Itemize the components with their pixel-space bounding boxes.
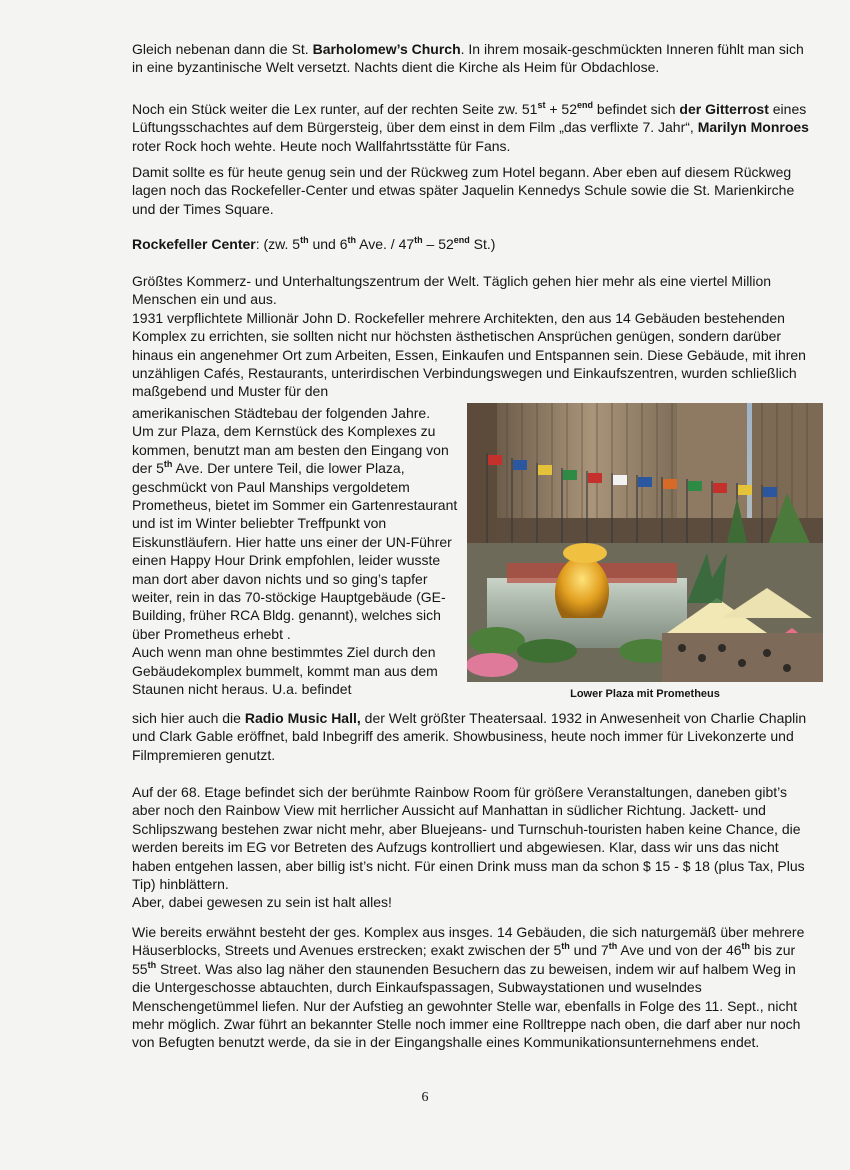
superscript: th [561,941,570,952]
text: . In ihrem mosaik-geschmückten Inneren fühlt man sich in eine byzantinische Welt versetzt. Nachts dient die Kirche als Heim für Obdachlose. [132,41,804,76]
superscript: th [414,235,423,245]
paragraph-complex [132,923,812,1052]
text: St.) [469,236,496,252]
text: sich hier auch die [132,710,245,726]
text: der Welt größter Theatersaal. 1932 in Anwesenheit von Charlie Chaplin und Clark Gable eröffnet, bald Inbegriff des amerik. Showbusiness, heute noch immer für Livekonzerte und Filmpremieren genutzt. [132,710,807,763]
text: und 6 [308,236,348,252]
text: Auf der 68. Etage befindet sich der berühmte Rainbow Room für größere Veranstaltungen, daneben gibt’s aber noch den Rainbow View mit herrlicher Aussicht auf Manhattan in südlicher Richtung. Jackett- und Schlipszwang bestehen zwar nicht mehr, aber Bluejeans- und Turnschuh-touristen haben keine Chance, die werden bereits im EG vor Betreten des Aufzugs kontrolliert und abgewiesen. Klar, dass wir uns das nicht haben entgehen lassen, aber billig ist’s nicht. Für einen Drink muss man da schon $ 15 - $ 18 (plus Tax, Plus Tip) hinblättern. [132,784,805,893]
heading-title: Rockefeller Center [132,236,256,252]
superscript: th [347,235,357,245]
paragraph-rainbow-room [132,783,812,912]
superscript: end [453,235,470,245]
superscript: th [608,941,618,952]
text: Gleich nebenan dann die St. [132,41,313,57]
text: eines Lüftungsschachtes auf dem Bürgersteig, über dem einst in dem Film „das verflixte 7. Jahr“, [132,101,807,136]
bold-text: Radio Music Hall, [244,710,361,726]
paragraph-rueckweg: Damit sollte es für heute genug sein und der Rückweg zum Hotel begann. Aber eben auf diesem Rückweg lagen noch das Rockefeller-Center und etwas später Jaquelin Kennedys Schule sowie die St. Marienkirche und der Times Square. [132,164,795,217]
text: Noch ein Stück weiter die Lex runter, auf der rechten Seite zw. 51 [132,101,538,117]
text: roter Rock hoch wehte. Heute noch Wallfahrtsstätte für Fans. [132,137,511,154]
text: + 52 [545,101,577,117]
paragraph-rockefeller-intro [132,272,812,401]
text: Um zur Plaza, dem Kernstück des Komplexes zu kommen, benutzt man am besten den Eingang von der 5 [132,423,449,477]
text: und 7 [569,942,609,959]
superscript: th [741,941,751,952]
photo-caption: Lower Plaza mit Prometheus [570,688,720,700]
superscript: st [537,100,546,110]
text: Auch wenn man ohne bestimmtes Ziel durch den Gebäudekomplex bummelt, kommt man aus dem Staunen nicht heraus. U.a. befindet [132,644,438,698]
bold-text: der Gitterrost [679,101,769,117]
text: 1931 verpflichtete Millionär John D. Rockefeller mehrere Architekten, den aus 14 Gebäuden bestehenden Komplex zu errichten, sie sollten nicht nur höchsten ästhetischen Ansprüchen genügen, sondern darüber hinaus ein angenehmer Ort zum Arbeiten, Essen, Einkaufen und Entspannen sein. Diese Gebäude, mit ihren unzähligen Cafés, Restaurants, unterirdischen Verbindungswegen und Einkaufszentren, wurden schließlich maßgebend und Muster für den [132,309,806,400]
paragraph-st-bartholomew [132,40,812,77]
paragraph-plaza [132,404,467,699]
section-heading-rockefeller [132,235,812,253]
superscript: th [163,459,173,470]
text: Ave. Der untere Teil, die lower Plaza, geschmückt von Paul Manships vergoldetem Prometheus, bietet im Sommer ein Gartenrestaurant und ist im Winter beliebter Treffpunkt von Eiskunstläufern. Hier hatte uns einer der UN-Führer einen Happy Hour Drink empfohlen, leider wusste man dort aber davon nichts und so ging’s tapfer weiter, rein in das 70-stöckige Hauptgebäude (GE-Building, früher RCA Bldg. genannt), welches sich über Prometheus erhebt . [132,460,458,642]
church-name: Barholomew’s Church [312,41,461,57]
text: Größtes Kommerz- und Unterhaltungszentrum der Welt. Täglich gehen hier mehr als eine viertel Million Menschen ein und aus. [132,273,772,308]
text: befindet sich [593,101,680,117]
superscript: end [577,100,594,110]
paragraph-radio-music-hall [132,709,812,764]
text: Street. Was also lag näher den staunenden Besuchern das zu beweisen, indem wir auf halbem Weg in die Untergeschosse abtauchten, durch Einkaufspassagen, Subwaystationen und wuselndes Menschengetümmel liefen. Nur der Aufstieg an gewohnter Stelle war, ebenfalls in Folge des 11. Sept., nicht mehr möglich. Zwar führt an bekannter Stelle noch immer eine Rolltreppe nach oben, die darf aber nur noch von Befugten benutzt werde, da sie in der Eingangshalle eines Kommunikationsunternehmens endet. [132,960,801,1051]
paragraph-gitterrost [132,100,812,155]
bold-text: Marilyn Monroes [697,119,809,136]
prometheus-plaza-image [467,403,823,682]
text: – 52 [422,236,454,252]
text: Aber, dabei gewesen zu sein ist halt alles! [132,894,392,911]
text-block [132,422,467,643]
text: bis zur 55 [132,942,796,977]
superscript: th [300,235,309,245]
lower-plaza-photo [467,403,823,682]
text: amerikanischen Städtebau der folgenden Jahre. [132,405,431,421]
text: Ave und von der 46 [617,942,742,959]
text: Ave. / 47 [356,236,415,252]
superscript: th [147,959,157,970]
page-number: 6 [421,1090,429,1105]
text: Wie bereits erwähnt besteht der ges. Komplex aus insges. 14 Gebäuden, die sich naturgemäß über mehrere Häuserblocks, Streets und Avenues erstrecken; exakt zwischen der 5 [132,924,805,959]
text: : (zw. 5 [255,236,301,252]
